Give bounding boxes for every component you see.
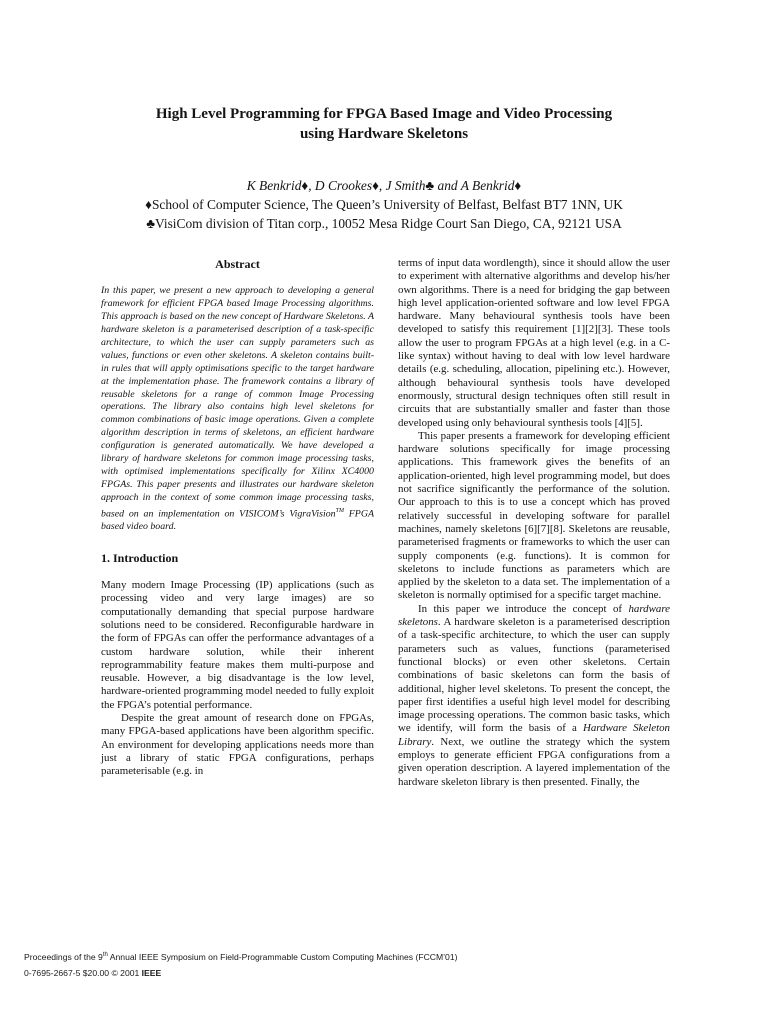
hardware-skeleton-library-term: Hardware Skeleton Library: [398, 722, 670, 748]
para3-text-b: . A hardware skeleton is a parameterised description of a task-specific architecture, to which the user can supply parameters such as values, functions (parameterised functional blocks) or even other skeletons. Certain combinations of basic skeletons can form the basis of additional, higher level skeletons. To present the concept, the paper first identifies a useful high level model for describing image processing operations. The common basic tasks, which we identify, will form the basis of a: [398, 616, 670, 735]
footer-ieee: IEEE: [141, 967, 162, 978]
left-column: [101, 256, 374, 779]
right-paragraph-2: This paper presents a framework for developing efficient hardware solutions specifically for image processing applications. This framework gives the benefits of an application-oriented, high level programming model, but does not sacrifice significantly the performance of the solution. Our approach to this is to use a concept which has proved relatively successful in developing software for parallel machines, namely skeletons [6][7][8]. Skeletons are reusable, parameterised fragments or frameworks to which the user can supply components (e.g. functions). It is common for skeletons to include functions as parameters which are applied by the skeleton to a data set. The implementation of a skeleton is normally optimised for a specific target machine.: [398, 429, 670, 602]
para3-text-c: . Next, we outline the strategy which the system employs to generate efficient FPGA configurations from a given operation description. A layered implementation of the hardware skeleton library is then presented. Finally, the: [398, 735, 670, 788]
paper-title: [60, 104, 708, 144]
footer-proceedings-text: Proceedings of the 9: [24, 951, 103, 962]
intro-paragraph-1: Many modern Image Processing (IP) applications (such as processing video and very large images) are so computationally demanding that special purpose hardware solutions need to be considered. Reconfigurable hardware in the form of FPGAs can offer the performance advantages of a custom hardware solution, while their inherent reprogrammability feature makes them multi-purpose and reusable. However, a big disadvantage is the low level, hardware-oriented programming model needed to fully exploit the FPGA’s potential performance.: [101, 579, 374, 711]
title-line-1: High Level Programming for FPGA Based Image and Video Processing: [155, 106, 613, 122]
right-column: [398, 257, 670, 789]
footer-isbn-price: 0-7695-2667-5 $20.00 © 2001: [24, 967, 142, 978]
hardware-skeletons-term: hardware skeletons: [398, 602, 670, 629]
footer-symposium-text: Annual IEEE Symposium on Field-Programmable Custom Computing Machines (FCCM’01): [107, 951, 458, 962]
author-names: K Benkrid♦, D Crookes♦, J Smith♣ and A Benkrid♦: [246, 178, 522, 193]
affiliation-2: ♣VisiCom division of Titan corp., 10052 Mesa Ridge Court San Diego, CA, 92121 USA: [146, 216, 622, 231]
footer-ordinal: th: [102, 952, 108, 958]
abstract-text-end: FPGA based video board.: [101, 508, 374, 532]
abstract-heading: Abstract: [215, 257, 260, 271]
intro-paragraph-2: Despite the great amount of research done on FPGAs, many FPGA-based applications have been algorithm specific. An environment for developing applications needs more than just a library of static FPGA configurations, perhaps parameterisable (e.g. in: [101, 712, 374, 778]
abstract-text: In this paper, we present a new approach to developing a general framework for efficient FPGA based Image Processing algorithms. This approach is based on the new concept of Hardware Skeletons. A hardware skeleton is a parameterised description of a task-specific architecture, to which the user can supply parameters such as values, functions or even other skeletons. A skeleton contains built-in rules that will apply optimisations specific to the target hardware at the implementation phase. The framework contains a library of reusable skeletons for a range of common Image Processing operations. The library also contains high level skeletons for common combinations of basic image operations. Given a complete algorithm description in terms of skeletons, an efficient hardware configuration is generated automatically. We have developed a library of hardware skeletons for common image processing tasks, with optimised implementations specifically for Xilinx XC4000 FPGAs. This paper presents and illustrates our hardware skeleton approach in the context of some common image processing tasks, based on an implementation on VISICOM’s VigraVision: [101, 285, 374, 519]
title-line-2: using Hardware Skeletons: [299, 126, 469, 142]
footer-line-2: [24, 965, 664, 981]
para3-text-a: In this paper we introduce the concept of: [418, 602, 629, 615]
affiliation-1: ♦School of Computer Science, The Queen’s University of Belfast, Belfast BT7 1NN, UK: [145, 197, 623, 212]
introduction-heading: 1. Introduction: [101, 550, 179, 565]
proceedings-footer: [24, 947, 664, 981]
author-block: [60, 176, 708, 233]
footer-line-1: [24, 947, 664, 965]
right-paragraph-1: terms of input data wordlength), since it should allow the user to experiment with alternative algorithms and develop his/her own algorithms. There is a need for bridging the gap between high level application-oriented software and low level FPGA hardware. Many behavioural synthesis tools have been developed to satisfy this requirement [1][2][3]. These tools allow the user to program FPGAs at a high level (e.g. in a C-like syntax) without having to deal with low level hardware details (e.g. scheduling, allocation, pipelining etc.). However, although behavioural synthesis tools have developed enormously, structural design techniques often still result in circuits that are substantially smaller and faster than those developed using only behavioural synthesis tools [4][5].: [398, 257, 670, 429]
trademark-mark: TM: [335, 507, 344, 514]
right-paragraph-3: [398, 603, 670, 789]
abstract-body: [101, 285, 374, 534]
